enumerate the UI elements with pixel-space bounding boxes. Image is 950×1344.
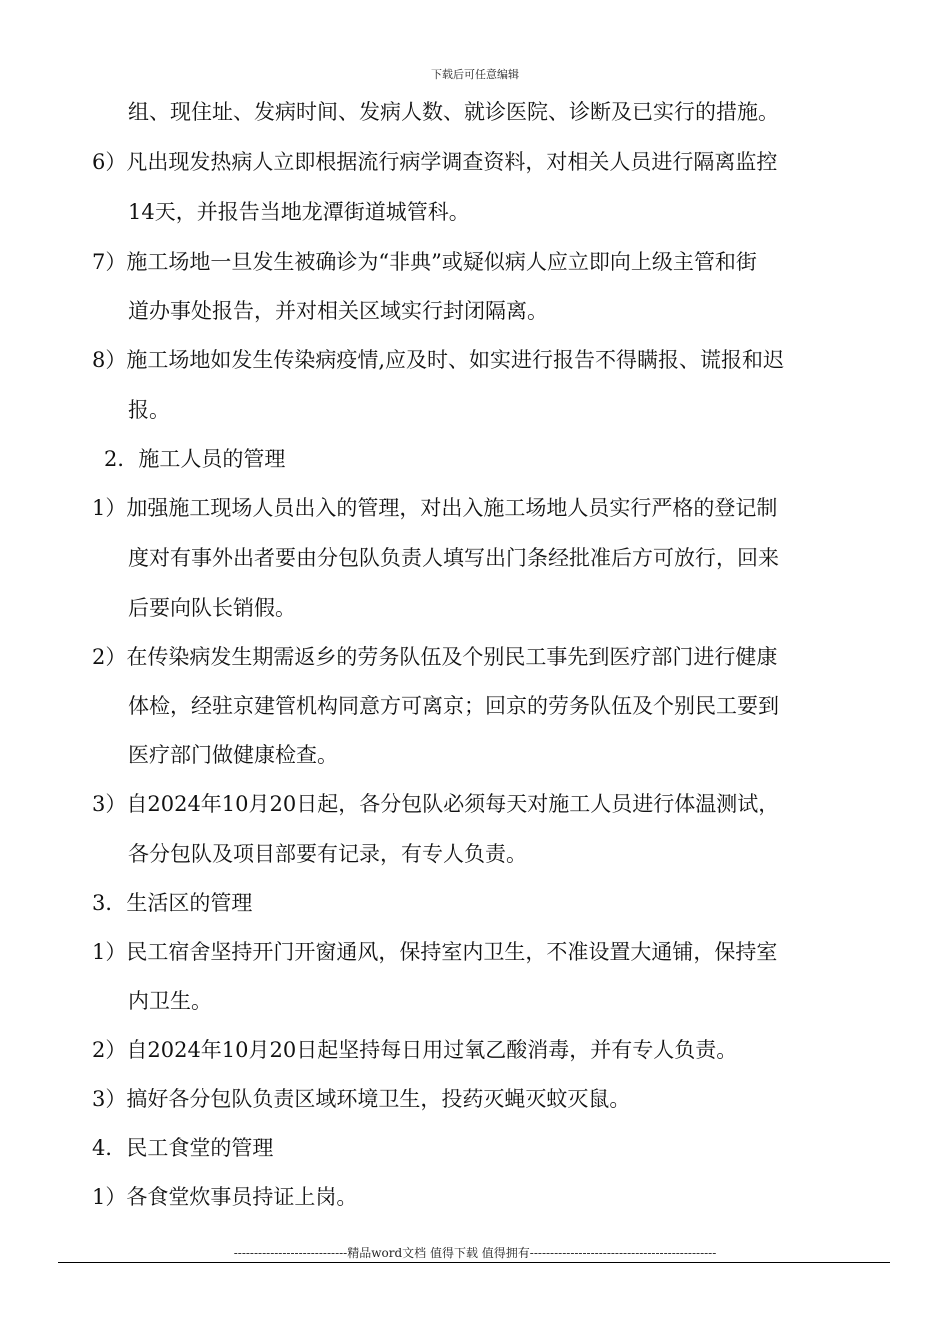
list-item-3: 3）自2024年10月20日起，各分包队必须每天对施工人员进行体温测试，	[92, 792, 780, 816]
section-heading-4: 4．民工食堂的管理	[92, 1136, 274, 1160]
list-item-1: 1）民工宿舍坚持开门开窗通风，保持室内卫生，不准设置大通铺，保持室	[92, 940, 778, 964]
text-line: 后要向队长销假。	[128, 596, 296, 620]
list-item-3: 3）搞好各分包队负责区域环境卫生，投药灭蝇灭蚊灭鼠。	[92, 1087, 631, 1111]
page-footer-note: ----------------------------精品word文档 值得下载 值得拥有----------------------------------------------	[233, 1246, 717, 1260]
section-heading-3: 3．生活区的管理	[92, 891, 253, 915]
text-line: 内卫生。	[128, 989, 212, 1013]
text-line: 道办事处报告，并对相关区域实行封闭隔离。	[128, 299, 548, 323]
list-item-6: 6）凡出现发热病人立即根据流行病学调查资料，对相关人员进行隔离监控	[92, 150, 778, 174]
page-header-note: 下载后可任意编辑	[431, 68, 519, 81]
text-line: 医疗部门做健康检查。	[128, 743, 338, 767]
list-item-2: 2）自2024年10月20日起坚持每日用过氧乙酸消毒，并有专人负责。	[92, 1038, 738, 1062]
text-line: 各分包队及项目部要有记录，有专人负责。	[128, 842, 527, 866]
text-line: 体检，经驻京建管机构同意方可离京；回京的劳务队伍及个别民工要到	[128, 694, 779, 718]
list-item-2: 2）在传染病发生期需返乡的劳务队伍及个别民工事先到医疗部门进行健康	[92, 645, 778, 669]
footer-divider	[58, 1262, 890, 1263]
list-item-8: 8）施工场地如发生传染病疫情,应及时、如实进行报告不得瞒报、谎报和迟	[92, 348, 785, 372]
text-line: 14天，并报告当地龙潭街道城管科。	[128, 200, 470, 224]
list-item-7: 7）施工场地一旦发生被确诊为“非典”或疑似病人应立即向上级主管和街	[92, 250, 757, 274]
text-line: 组、现住址、发病时间、发病人数、就诊医院、诊断及已实行的措施。	[128, 100, 779, 124]
list-item-1: 1）加强施工现场人员出入的管理，对出入施工场地人员实行严格的登记制	[92, 496, 778, 520]
text-line: 度对有事外出者要由分包队负责人填写出门条经批准后方可放行，回来	[128, 546, 779, 570]
list-item-1: 1）各食堂炊事员持证上岗。	[92, 1185, 358, 1209]
section-heading-2: 2．施工人员的管理	[104, 447, 286, 471]
text-line: 报。	[128, 398, 170, 422]
